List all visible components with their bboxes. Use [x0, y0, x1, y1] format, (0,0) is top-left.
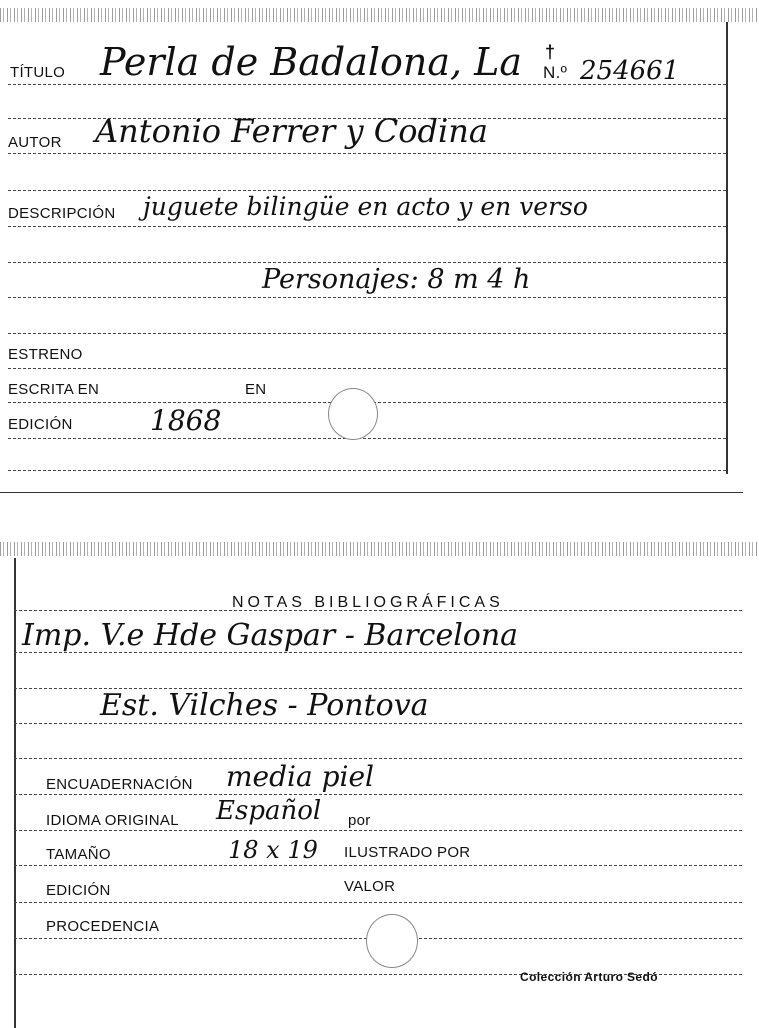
catalog-card-top	[0, 0, 759, 492]
rule-line	[8, 470, 726, 471]
descripcion-value: juguete bilingüe en acto y en verso	[143, 192, 588, 221]
encuadernacion-label: ENCUADERNACIÓN	[46, 776, 193, 793]
idioma-value: Español	[216, 796, 322, 826]
collection-footer: Colección Arturo Sedó	[520, 970, 658, 984]
rule-line	[14, 610, 742, 611]
rule-line	[14, 830, 742, 831]
ilustrado-label: ILUSTRADO POR	[344, 844, 471, 861]
rule-line	[8, 438, 726, 439]
notas-heading: NOTAS BIBLIOGRÁFICAS	[232, 594, 504, 611]
punch-hole	[328, 388, 378, 440]
catalog-card-bottom	[0, 540, 759, 1028]
card-left-border	[14, 558, 16, 1028]
rule-line	[14, 723, 742, 724]
rule-line	[8, 262, 726, 263]
titulo-label: TÍTULO	[10, 64, 66, 81]
procedencia-label: PROCEDENCIA	[46, 918, 160, 935]
rule-line	[8, 297, 726, 298]
rule-line	[8, 190, 726, 191]
tamano-label: TAMAÑO	[46, 846, 111, 863]
note-line-1: Imp. V.e Hde Gaspar - Barcelona	[22, 618, 519, 653]
rule-line	[8, 368, 726, 369]
scan-edge-noise	[0, 8, 759, 22]
punch-hole	[366, 914, 418, 968]
descripcion-label: DESCRIPCIÓN	[8, 205, 116, 222]
rule-line	[8, 153, 726, 154]
numero-value: 254661	[580, 56, 680, 86]
encuadernacion-value: media piel	[226, 760, 374, 793]
descripcion-value-2: Personajes: 8 m 4 h	[262, 264, 531, 295]
titulo-value: Perla de Badalona, La	[100, 40, 523, 84]
scan-edge-noise	[0, 542, 759, 556]
escrita-label: ESCRITA EN	[8, 381, 100, 398]
autor-value: Antonio Ferrer y Codina	[95, 112, 488, 150]
note-line-2: Est. Vilches - Pontova	[100, 688, 429, 723]
rule-line	[8, 226, 726, 227]
tamano-value: 18 x 19	[228, 836, 318, 864]
estreno-label: ESTRENO	[8, 346, 83, 363]
autor-label: AUTOR	[8, 134, 62, 151]
por-label: por	[348, 812, 371, 829]
rule-line	[14, 902, 742, 903]
idioma-label: IDIOMA ORIGINAL	[46, 812, 179, 829]
card-separator	[0, 492, 743, 493]
rule-line	[8, 333, 726, 334]
edicion-label: EDICIÓN	[46, 882, 111, 899]
rule-line	[14, 794, 742, 795]
numero-label: N.º	[543, 63, 568, 82]
rule-line	[14, 865, 742, 866]
valor-label: VALOR	[344, 878, 396, 895]
card-right-border	[726, 22, 728, 474]
dagger-mark: †	[545, 42, 556, 62]
rule-line	[14, 758, 742, 759]
edicion-label: EDICIÓN	[8, 416, 73, 433]
en-label: EN	[245, 381, 267, 398]
edicion-value: 1868	[150, 404, 222, 437]
